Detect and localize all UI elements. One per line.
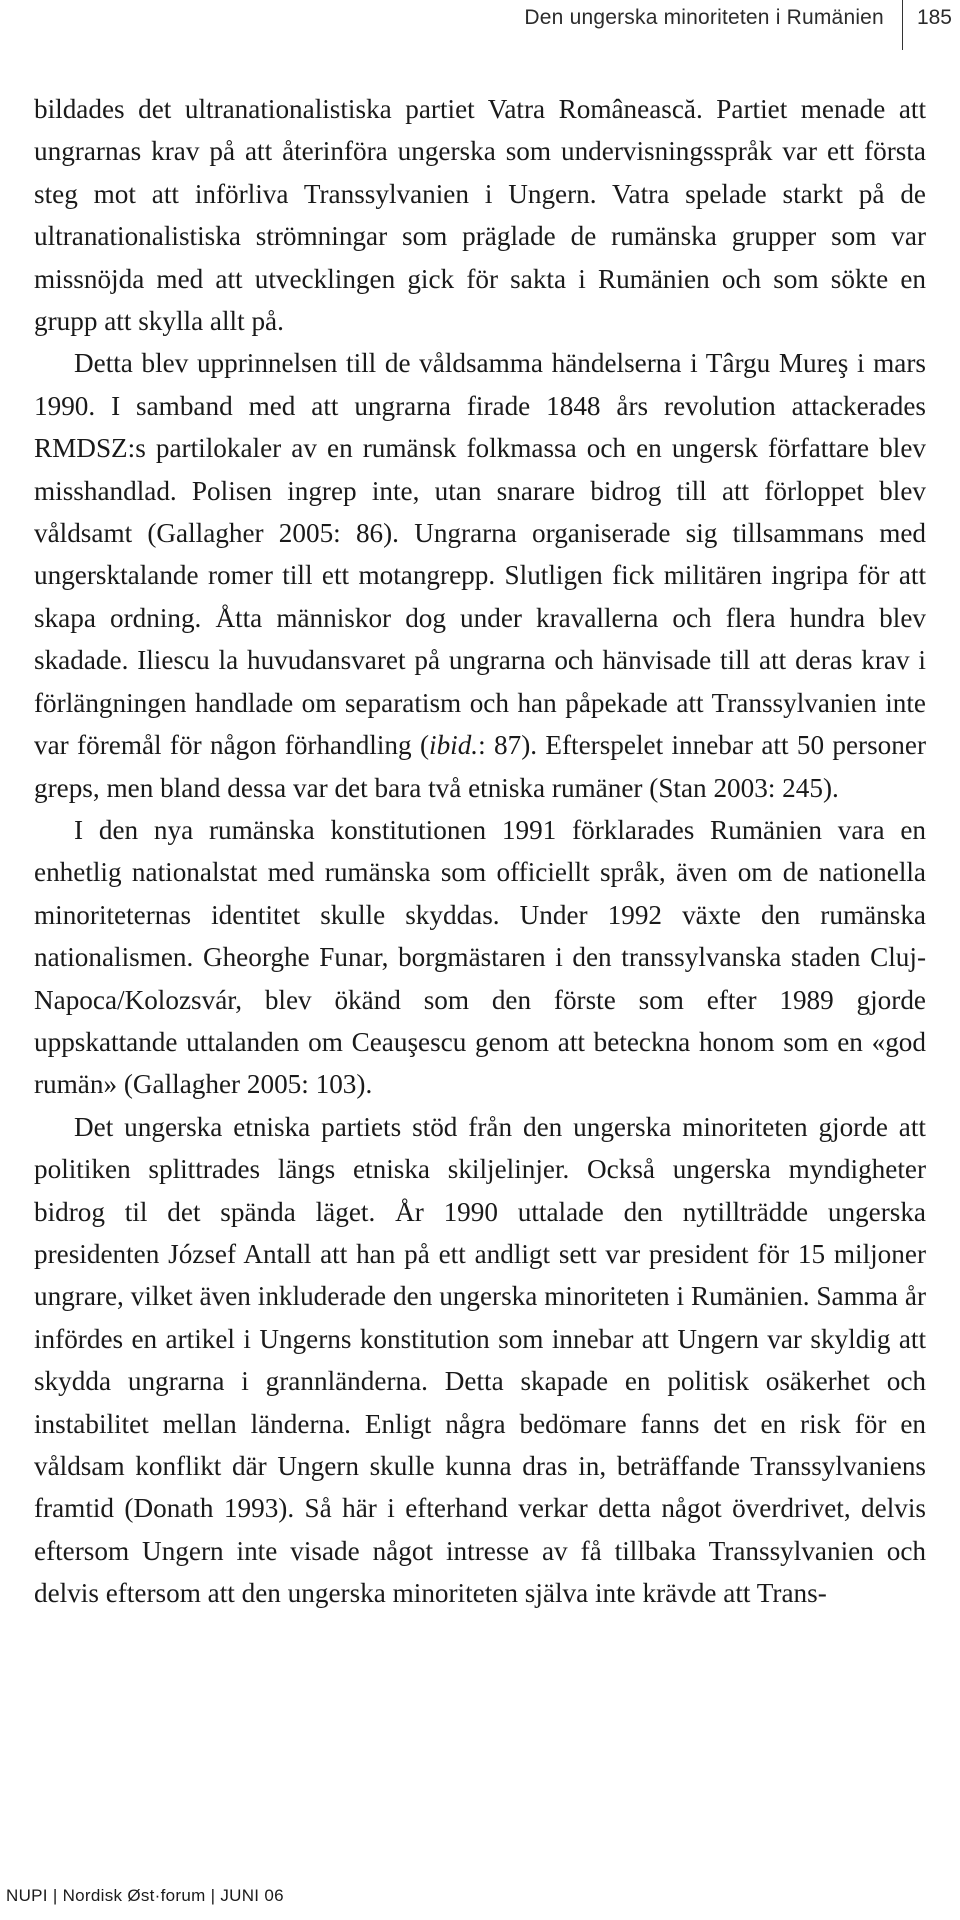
paragraph-3: I den nya rumänska konstitutionen 1991 förklarades Rumänien vara en enhetlig nationalstat med rumänska som officiellt språk, även om de nationella minoriteternas identitet skulle skyddas. Under 1992 växte den rumänska nationalismen. Gheorghe Funar, borgmästaren i den transsylvanska staden Cluj-Napoca/Kolozsvár, blev ökänd som den förste som efter 1989 gjorde uppskattande uttalanden om Ceauşescu genom att beteckna honom som en «god rumän» (Gallagher 2005: 103). [34,814,926,1100]
page-footer: NUPI | Nordisk Øst·forum | JUNI 06 [6,1886,284,1905]
paragraph-2-tail: : 87). Efterspelet innebar att 50 personer greps, men bland dessa var det bara två etniska rumäner (Stan 2003: 245). [34,730,926,803]
page-number: 185 [916,6,952,29]
paragraph-2 [34,342,926,808]
running-header [524,0,960,72]
paragraph-1: bildades det ultranationalistiska partiet Vatra Românească. Partiet menade att ungrarnas krav på att återinföra ungerska som undervisningsspråk var ett första steg mot att införliva Transsylvanien i Ungern. Vatra spelade starkt på de ultranationalistiska strömningar som präglade de rumänska grupper som var missnöjda med att utvecklingen gick för sakta i Rumänien och som sökte en grupp att skylla allt på. [34,94,926,337]
paragraph-4: Det ungerska etniska partiets stöd från den ungerska minoriteten gjorde att politiken splittrades längs etniska skiljelinjer. Också ungerska myndigheter bidrog til det spända läget. År 1990 uttalade den nytillträdde ungerska presidenten József Antall att han på ett andligt sett var president för 15 miljoner ungrare, vilket även inkluderade den ungerska minoriteten i Rumänien. Samma år infördes en artikel i Ungerns konstitution som innebar att Ungern var skyldig att skydda ungrarna i grannländerna. Detta skapade en politisk osäkerhet och instabilitet mellan länderna. Enligt några bedömare fanns det en risk för en våldsam konflikt där Ungern skulle kunna dras in, beträffande Transsylvaniens framtid (Donath 1993). Så här i efterhand verkar detta något överdrivet, delvis eftersom Ungern inte visade något intresse av få tillbaka Transsylvanien och delvis eftersom att den ungerska minoriteten själva inte krävde att Trans- [34,1111,926,1609]
running-header-title: Den ungerska minoriteten i Rumänien [524,6,884,29]
citation-ibid: ibid. [429,730,479,761]
body-text [34,88,926,1615]
paragraph-2-text: Detta blev upprinnelsen till de våldsamma händelserna i Târgu Mureş i mars 1990. I samband med att ungrarna firade 1848 års revolution attackerades RMDSZ:s partilokaler av en rumänsk folkmassa och en ungersk författare blev misshandlad. Polisen ingrep inte, utan snarare bidrog till att förloppet blev våldsamt (Gallagher 2005: 86). Ungrarna organiserade sig tillsammans med ungersktalande romer till ett motangrepp. Slutligen fick militären ingripa för att skapa ordning. Åtta människor dog under kravallerna och flera hundra blev skadade. Iliescu la huvudansvaret på ungrarna och hänvisade till att deras krav i förlängningen handlade om separatism och han påpekade att Transsylvanien inte var föremål för någon förhandling ( [34,348,926,761]
